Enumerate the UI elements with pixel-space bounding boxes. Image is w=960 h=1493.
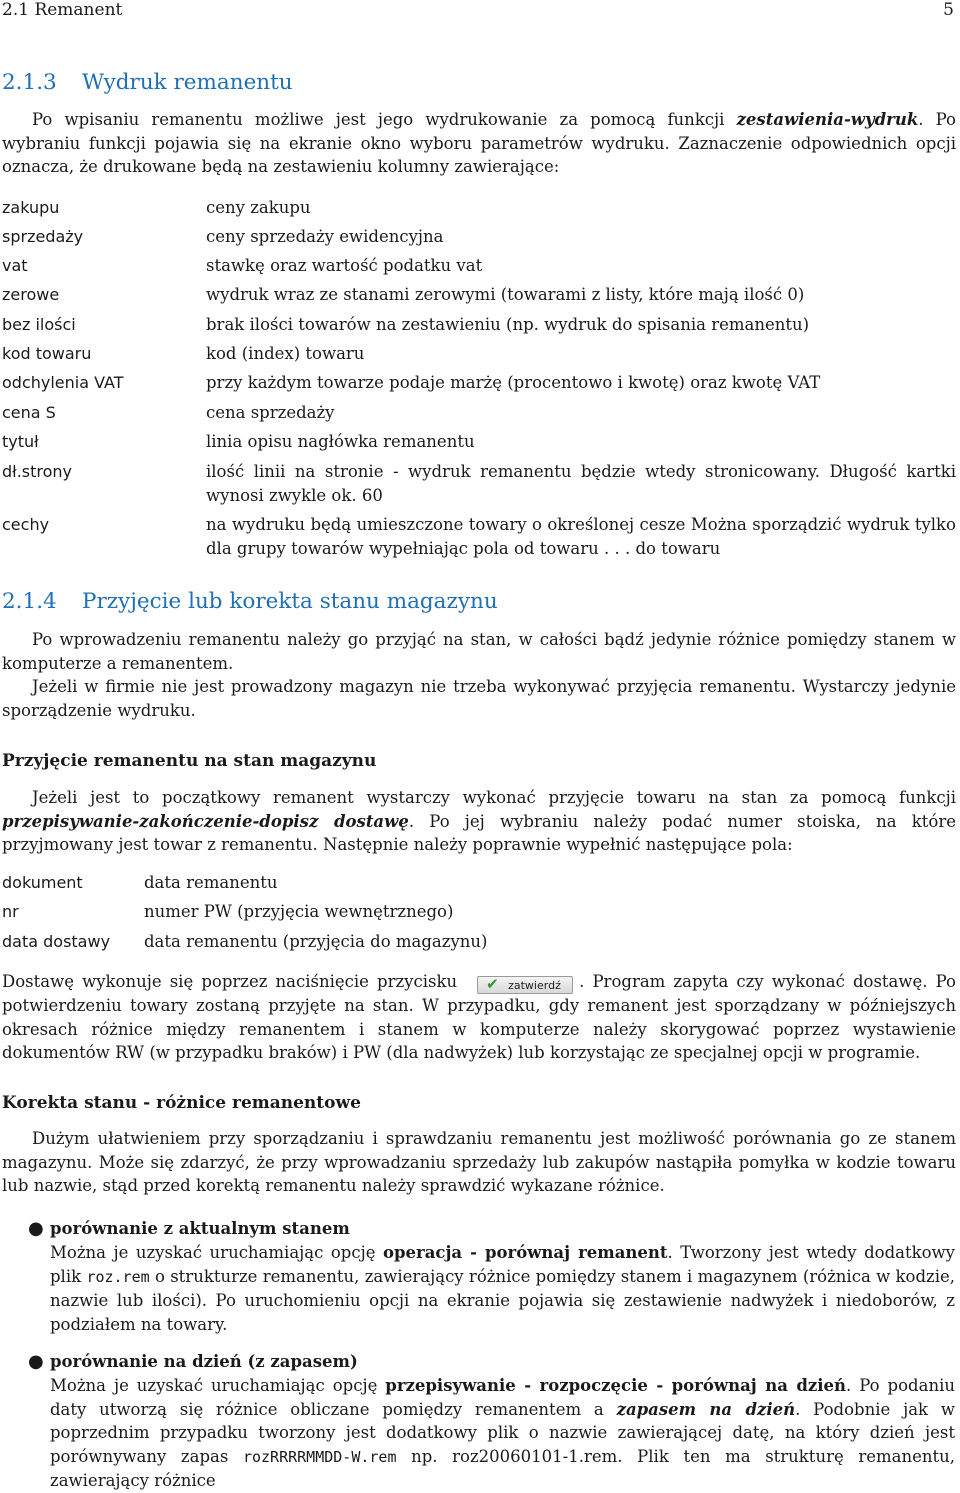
paragraph-text-cont: . Program zapyta czy wykonać dostawę. Po potwierdzeniu towary zostaną przyjęte na stan. W przypadku, gdy remanent jest sporządzany w późniejszych okresach różnice między remanentem i stanem w komputerze należy skorygować poprzez wystawienie dokumentów RW (w przypadku braków) i PW (dla nadwyżek) lub korzystając ze specjalnej opcji w programie. (2, 972, 956, 1063)
option-desc: na wydruku będą umieszczone towary o określonej cesze Można sporządzić wydruk tylko dla grupy towarów wypełniając pola od towaru . . . do towaru (206, 515, 956, 558)
list-item-title: porównanie z aktualnym stanem (50, 1219, 350, 1238)
bullet-icon: ● (28, 1351, 44, 1372)
option-desc: linia opisu nagłówka remanentu (206, 432, 475, 451)
field-term: dokument (2, 873, 83, 892)
paragraph-text-cont: . Po jej wybraniu należy podać numer stoiska, na które przyjmowany jest towar z remanentu. Następnie należy poprawnie wypełnić następujące pola: (2, 811, 957, 855)
paragraph-dostawa (2, 786, 956, 857)
page-number: 5 (943, 0, 954, 20)
section-heading-2-1-4 (2, 589, 498, 615)
list-item-title: porównanie na dzień (z zapasem) (50, 1352, 358, 1371)
section-title: Przyjęcie lub korekta stanu magazynu (82, 589, 498, 614)
menu-option-name: przepisywanie - rozpoczęcie - porównaj na dzień (385, 1376, 847, 1395)
section-title: Wydruk remanentu (82, 70, 293, 95)
option-term: tytuł (2, 432, 39, 451)
option-term: cechy (2, 515, 50, 534)
paragraph-text: Dostawę wykonuje się poprzez naciśnięcie przycisku (2, 972, 458, 991)
paragraph-text: Po wprowadzeniu remanentu należy go przyjąć na stan, w całości bądź jedynie różnice pomiędzy stanem w komputerze a remanentem. (2, 630, 956, 673)
option-term: dł.strony (2, 462, 73, 481)
zatwierdz-button-label: zatwierdź (508, 979, 561, 992)
option-desc: stawkę oraz wartość podatku vat (206, 256, 483, 275)
list-item-body: Można je uzyskać uruchamiając opcję operacja - porównaj remanent. Tworzony jest wtedy dodatkowy plik roz.rem o strukturze remanentu, zawierający różnice pomiędzy stanem i magazynem (różnica w kodzie, nazwie lub ilości). Po uruchomieniu opcji na ekranie pojawia się zestawienie nadwyżek i niedoborów, z podziałem na towary. (50, 1243, 955, 1334)
option-desc: brak ilości towarów na zestawieniu (np. wydruk do spisania remanentu) (206, 315, 810, 334)
function-name: przepisywanie-zakończenie-dopisz dostawę (2, 811, 409, 831)
option-term: cena S (2, 403, 56, 422)
section-number: 2.1.3 (2, 70, 57, 95)
option-term: kod towaru (2, 344, 92, 363)
subsection-heading-przyjecie: Przyjęcie remanentu na stan magazynu (2, 751, 377, 771)
menu-option-name: operacja - porównaj remanent (382, 1243, 668, 1262)
option-term: sprzedaży (2, 227, 84, 246)
field-term: nr (2, 902, 19, 921)
option-desc: cena sprzedaży (206, 403, 335, 422)
field-desc: numer PW (przyjęcia wewnętrznego) (144, 902, 454, 921)
option-desc: przy każdym towarze podaje marżę (procentowo i kwotę) oraz kwotę VAT (206, 373, 821, 392)
subsection-heading-korekta: Korekta stanu - różnice remanentowe (2, 1093, 361, 1113)
option-desc: wydruk wraz ze stanami zerowymi (towarami z listy, które mają ilość 0) (206, 285, 805, 304)
checkmark-icon: ✔ (486, 975, 499, 993)
bullet-icon: ● (28, 1218, 44, 1239)
zatwierdz-button (477, 976, 573, 994)
file-name-pattern: rozRRRRMMDD-W.rem (242, 1447, 397, 1466)
option-term: zakupu (2, 198, 60, 217)
field-term: data dostawy (2, 932, 111, 951)
running-header-section: 2.1 Remanent (2, 0, 123, 20)
option-desc: ceny sprzedaży ewidencyjna (206, 227, 444, 246)
option-term: vat (2, 256, 28, 275)
option-desc: ilość linii na stronie - wydruk remanentu będzie wtedy stronicowany. Długość kartki wynosi zwykle ok. 60 (206, 462, 956, 505)
option-term: odchylenia VAT (2, 373, 124, 392)
function-name: zestawienia-wydruk (736, 110, 919, 129)
paragraph-magazyn (2, 675, 956, 722)
option-desc: kod (index) towaru (206, 344, 365, 363)
intro-text: Po wpisaniu remanentu możliwe jest jego wydrukowanie za pomocą funkcji (32, 110, 737, 129)
intro-paragraph (2, 108, 956, 179)
option-term: bez ilości (2, 315, 76, 334)
paragraph-text: Jeżeli jest to początkowy remanent wystarczy wykonać przyjęcie towaru na stan za pomocą funkcji (32, 788, 956, 807)
field-desc: data remanentu (144, 873, 278, 892)
section-heading-2-1-3 (2, 70, 293, 96)
intro-text-cont: . Po wybraniu funkcji pojawia się na ekranie okno wyboru parametrów wydruku. Zaznaczenie odpowiednich opcji oznacza, że drukowane będą na zestawieniu kolumny zawierające: (2, 110, 956, 177)
emphasis-term: zapasem na dzień (616, 1399, 796, 1419)
paragraph-text: Jeżeli w firmie nie jest prowadzony magazyn nie trzeba wykonywać przyjęcia remanentu. Wystarczy jedynie sporządzenie wydruku. (2, 677, 956, 720)
paragraph-korekta (2, 1127, 956, 1198)
list-item-body: Można je uzyskać uruchamiając opcję przepisywanie - rozpoczęcie - porównaj na dzień. Po podaniu daty utworzą się różnice obliczane pomiędzy remanentem a zapasem na dzień. Podobnie jak w poprzednim przypadku tworzony jest dodatkowy plik o nazwie zawierającej datę, na który dzień jest porównywany zapas rozRRRRMMDD-W.rem np. roz20060101-1.rem. Plik ten ma strukturę remanentu, zawierający różnice (50, 1376, 955, 1491)
section-number: 2.1.4 (2, 589, 57, 614)
option-desc: ceny zakupu (206, 198, 311, 217)
file-name: roz.rem (86, 1267, 150, 1286)
field-desc: data remanentu (przyjęcia do magazynu) (144, 932, 488, 951)
option-term: zerowe (2, 285, 60, 304)
paragraph-text: Dużym ułatwieniem przy sporządzaniu i sprawdzaniu remanentu jest możliwość porównania go ze stanem magazynu. Może się zdarzyć, że przy wprowadzaniu sprzedaży lub zakupów nastąpiła pomyłka w kodzie towaru lub nazwie, stąd przed korektą remanentu należy sprawdzić wykazane różnice. (2, 1129, 956, 1196)
paragraph-zatwierdz (2, 970, 956, 1065)
paragraph-przyjecie (2, 628, 956, 675)
running-header (2, 0, 954, 22)
